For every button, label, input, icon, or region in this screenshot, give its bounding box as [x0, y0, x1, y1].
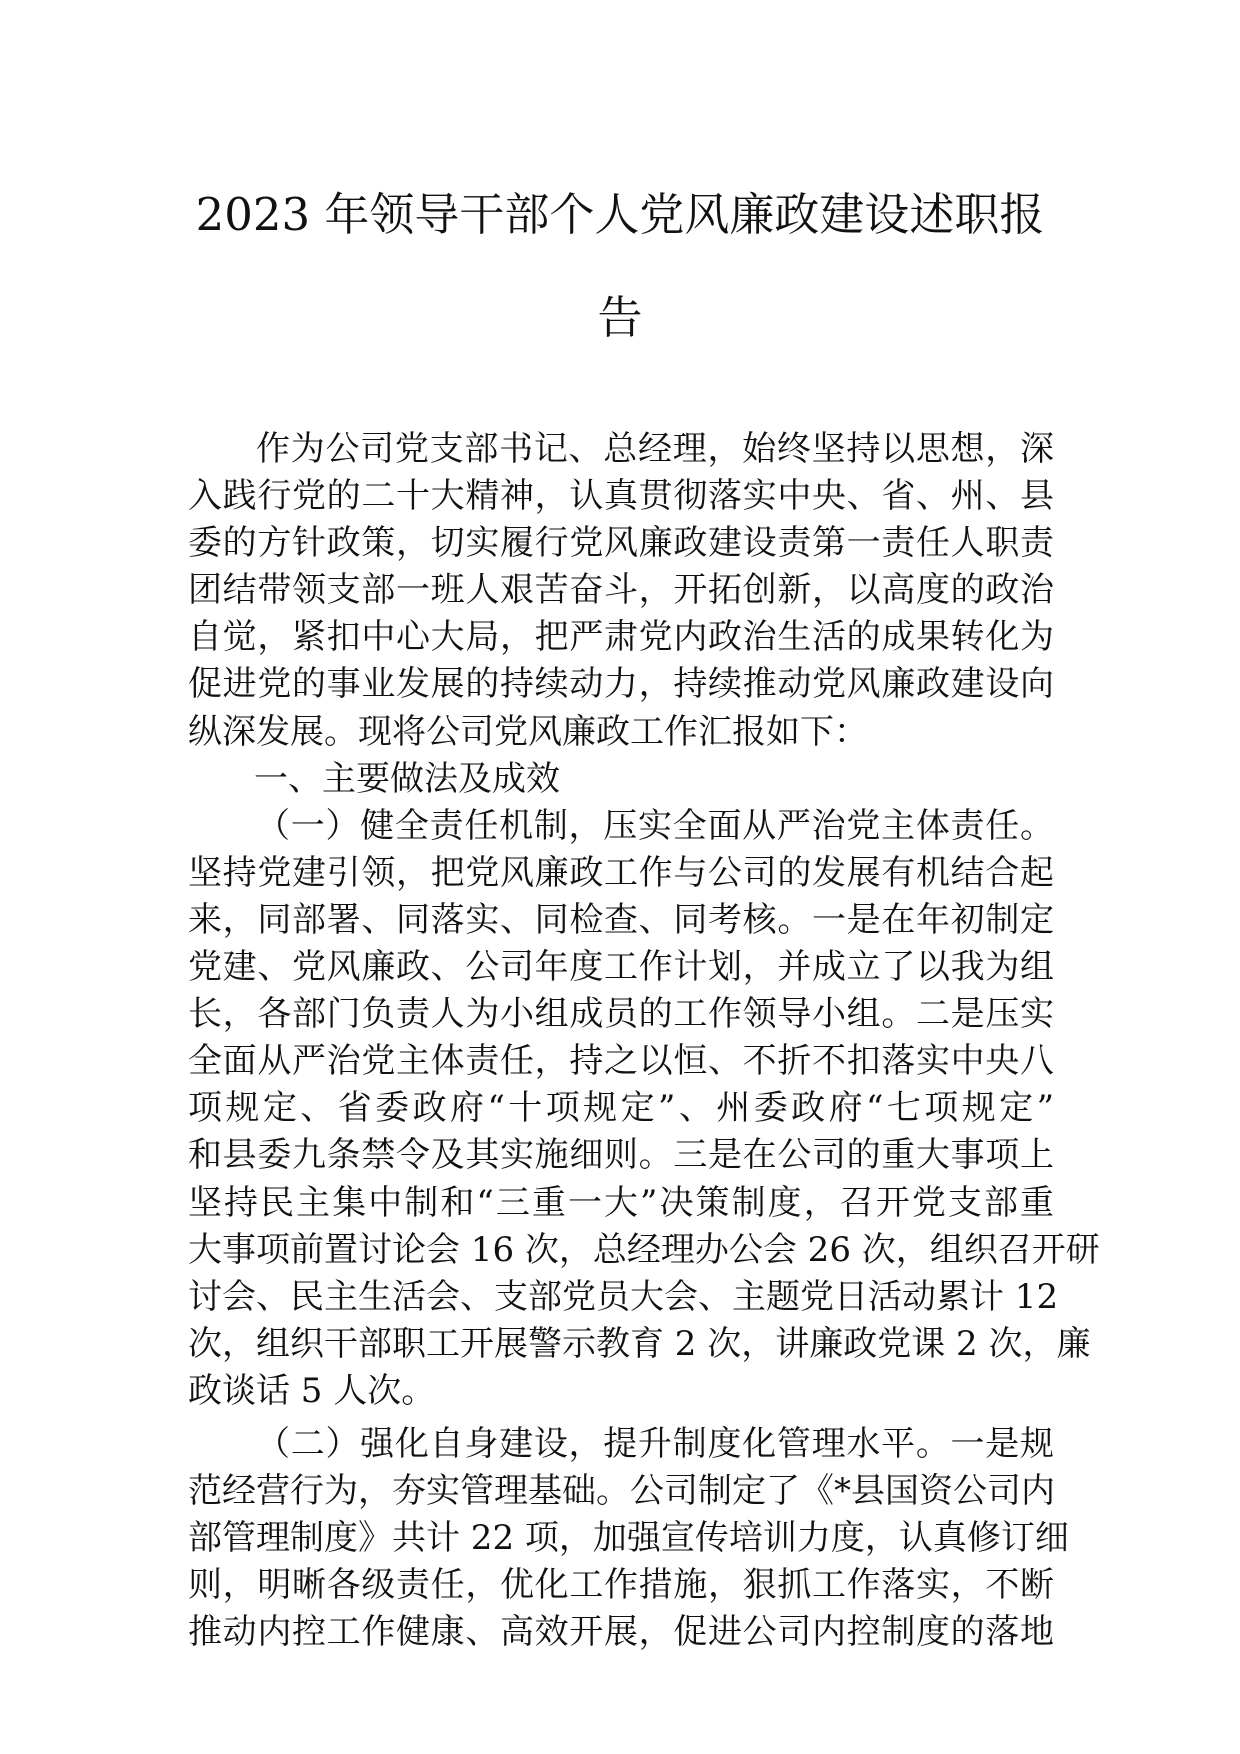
paragraph-line: 坚持党建引领，把党风廉政工作与公司的发展有机结合起	[188, 852, 1054, 893]
paragraph-line: 促进党的事业发展的持续动力，持续推动党风廉政建设向	[188, 664, 1054, 705]
paragraph-line: 推动内控工作健康、高效开展，促进公司内控制度的落地	[188, 1612, 1054, 1653]
paragraph-line: （一）健全责任机制，压实全面从严治党主体责任。	[256, 805, 1054, 846]
paragraph-line: 全面从严治党主体责任，持之以恒、不折不扣落实中央八	[188, 1041, 1054, 1082]
document-body	[188, 426, 1100, 1656]
document-title-line-1: 2023 年领导干部个人党风廉政建设述职报	[195, 188, 1045, 241]
paragraph-line: 次，组织干部职工开展警示教育 2 次，讲廉政党课 2 次，廉	[188, 1323, 1091, 1364]
paragraph-line: 委的方针政策，切实履行党风廉政建设责第一责任人职责	[188, 523, 1054, 564]
paragraph-line: 范经营行为，夯实管理基础。公司制定了《*县国资公司内	[188, 1471, 1055, 1512]
paragraph-line: 大事项前置讨论会 16 次，总经理办公会 26 次，组织召开研	[188, 1229, 1100, 1270]
paragraph-line: 来，同部署、同落实、同检查、同考核。一是在年初制定	[188, 899, 1054, 940]
paragraph-line: 长，各部门负责人为小组成员的工作领导小组。二是压实	[188, 994, 1054, 1035]
section-heading: 一、主要做法及成效	[254, 758, 560, 799]
paragraph-line: 自觉，紧扣中心大局，把严肃党内政治生活的成果转化为	[188, 617, 1054, 658]
paragraph-line: 和县委九条禁令及其实施细则。三是在公司的重大事项上	[188, 1135, 1054, 1176]
paragraph-line: 团结带领支部一班人艰苦奋斗，开拓创新，以高度的政治	[188, 570, 1054, 611]
paragraph-line: 政谈话 5 人次。	[188, 1370, 436, 1411]
paragraph-line: （二）强化自身建设，提升制度化管理水平。一是规	[256, 1423, 1054, 1464]
paragraph-line: 则，明晰各级责任，优化工作措施，狠抓工作落实，不断	[188, 1565, 1054, 1606]
paragraph-line: 讨会、民主生活会、支部党员大会、主题党日活动累计 12	[188, 1276, 1059, 1317]
paragraph-line: 纵深发展。现将公司党风廉政工作汇报如下：	[188, 711, 868, 752]
paragraph-line: 党建、党风廉政、公司年度工作计划，并成立了以我为组	[188, 947, 1054, 988]
paragraph-line: 作为公司党支部书记、总经理，始终坚持以思想，深	[256, 429, 1054, 469]
paragraph-line: 项规定、省委政府“十项规定”、州委政府“七项规定”	[188, 1088, 1054, 1129]
paragraph-line: 部管理制度》共计 22 项，加强宣传培训力度，认真修订细	[188, 1518, 1069, 1559]
paragraph-line: 入践行党的二十大精神，认真贯彻落实中央、省、州、县	[188, 476, 1054, 517]
paragraph-line: 坚持民主集中制和“三重一大”决策制度，召开党支部重	[188, 1182, 1054, 1223]
document-title-line-2: 告	[597, 291, 643, 344]
